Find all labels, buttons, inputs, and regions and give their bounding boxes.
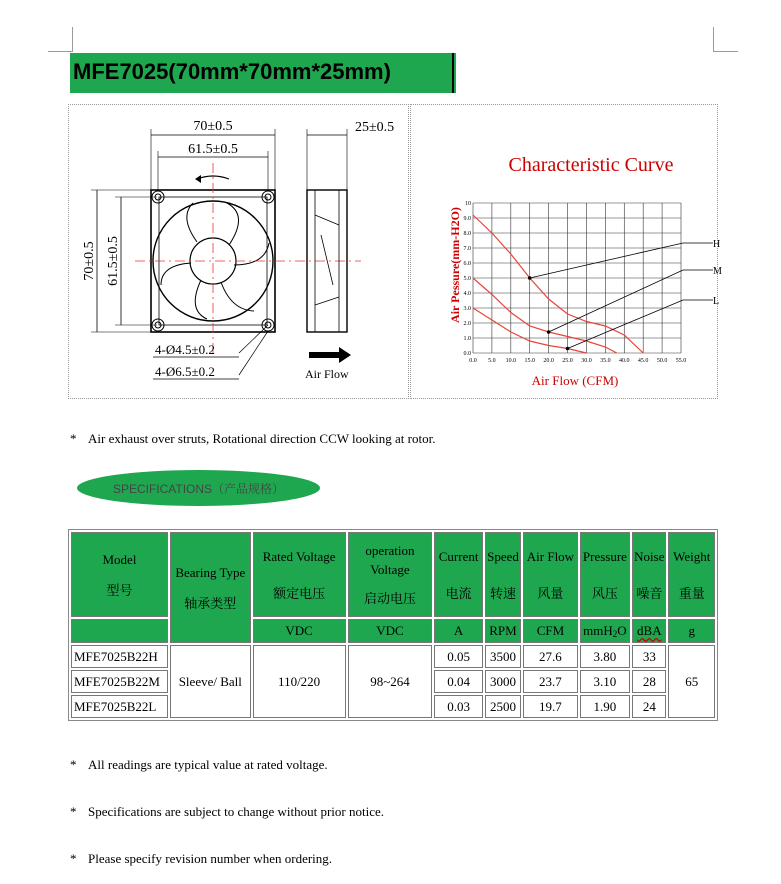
cell-pressure: 1.90 bbox=[580, 695, 630, 718]
unit-current: A bbox=[434, 619, 482, 643]
cell-airflow: 23.7 bbox=[523, 670, 578, 693]
header-speed: Speed 转速 bbox=[485, 532, 521, 617]
note-changes-text: Specifications are subject to change without prior notice. bbox=[88, 804, 385, 819]
cell-current: 0.03 bbox=[434, 695, 482, 718]
y-tick-label: 9.0 bbox=[463, 216, 471, 222]
cell-pressure: 3.10 bbox=[580, 670, 630, 693]
leader-dot bbox=[528, 276, 532, 280]
x-tick-label: 20.0 bbox=[543, 358, 554, 364]
x-tick-label: 55.0 bbox=[675, 358, 687, 364]
header-weight: Weight 重量 bbox=[668, 532, 715, 617]
cell-pressure: 3.80 bbox=[580, 645, 630, 668]
leader-dot bbox=[566, 347, 570, 351]
cell-airflow: 27.6 bbox=[523, 645, 578, 668]
header-rated-voltage: Rated Voltage 额定电压 bbox=[253, 532, 346, 617]
specifications-heading bbox=[77, 470, 320, 506]
y-tick-label: 8.0 bbox=[463, 231, 471, 237]
dim-inner-label: 61.5±0.5 bbox=[188, 142, 238, 157]
chart-curves bbox=[473, 215, 643, 353]
cell-model: MFE7025B22L bbox=[71, 695, 168, 718]
x-tick-label: 45.0 bbox=[637, 358, 649, 364]
dimension-drawing-svg bbox=[69, 105, 408, 398]
page-corner-right bbox=[713, 27, 738, 52]
hole-label-2: 4-Ø6.5±0.2 bbox=[155, 364, 215, 379]
spec-table bbox=[68, 529, 718, 721]
hole-label-1: 4-Ø4.5±0.2 bbox=[155, 342, 215, 357]
y-tick-label: 6.0 bbox=[463, 261, 471, 267]
series-label-h: H bbox=[713, 239, 721, 250]
document-title bbox=[70, 53, 456, 93]
unit-weight: g bbox=[668, 619, 715, 643]
header-noise: Noise 噪音 bbox=[632, 532, 666, 617]
x-tick-label: 40.0 bbox=[619, 358, 630, 364]
chart-xlabel: Air Flow (CFM) bbox=[531, 373, 619, 388]
header-model: Model 型号 bbox=[71, 532, 168, 617]
cell-current: 0.05 bbox=[434, 645, 482, 668]
unit-speed: RPM bbox=[485, 619, 521, 643]
leader-line bbox=[568, 300, 713, 349]
header-operation-voltage: operation Voltage 启动电压 bbox=[348, 532, 433, 617]
y-tick-label: 4.0 bbox=[463, 291, 471, 297]
cell-op: 98~264 bbox=[348, 645, 433, 718]
unit-model-blank bbox=[71, 619, 168, 643]
x-tick-label: 25.0 bbox=[562, 358, 573, 364]
y-tick-label: 0.0 bbox=[463, 351, 471, 357]
text-cursor bbox=[452, 53, 454, 93]
table-row bbox=[71, 645, 715, 668]
cell-weight: 65 bbox=[668, 645, 715, 718]
x-tick-label: 0.0 bbox=[469, 358, 477, 364]
y-tick-label: 2.0 bbox=[463, 321, 471, 327]
cell-speed: 2500 bbox=[485, 695, 521, 718]
unit-op: VDC bbox=[348, 619, 433, 643]
note-revision-text: Please specify revision number when ordering. bbox=[88, 851, 333, 866]
curve-svg bbox=[411, 105, 722, 398]
airflow-label: Air Flow bbox=[305, 367, 349, 381]
bullet-star: * bbox=[70, 851, 77, 866]
x-tick-label: 35.0 bbox=[600, 358, 611, 364]
chart-ylabel: Air Pessure(mm-H2O) bbox=[448, 207, 462, 323]
chart-grid bbox=[473, 203, 681, 353]
note-changes bbox=[70, 804, 384, 820]
note-readings-text: All readings are typical value at rated voltage. bbox=[88, 757, 328, 772]
y-tick-label: 3.0 bbox=[463, 306, 471, 312]
characteristic-curve-chart bbox=[410, 104, 722, 399]
leader-dot bbox=[547, 330, 551, 334]
specifications-label: SPECIFICATIONS（产品规格） bbox=[112, 481, 285, 496]
dim-left-inner-label: 61.5±0.5 bbox=[106, 236, 121, 286]
series-label-l: L bbox=[713, 296, 720, 307]
unit-pressure: mmH2O bbox=[580, 619, 630, 643]
dimension-drawing bbox=[68, 104, 409, 399]
unit-airflow: CFM bbox=[523, 619, 578, 643]
cell-rated: 110/220 bbox=[253, 645, 346, 718]
title-text: MFE7025(70mm*70mm*25mm) bbox=[73, 59, 391, 84]
x-tick-label: 50.0 bbox=[656, 358, 668, 364]
unit-rated: VDC bbox=[253, 619, 346, 643]
cell-model: MFE7025B22M bbox=[71, 670, 168, 693]
series-label-m: M bbox=[713, 266, 722, 277]
airflow-arrow-shaft bbox=[309, 352, 339, 358]
curve-h bbox=[473, 215, 643, 353]
note-revision bbox=[70, 851, 332, 867]
header-bearing: Bearing Type 轴承类型 bbox=[170, 532, 251, 643]
y-tick-label: 5.0 bbox=[463, 276, 471, 282]
chart-ticks bbox=[464, 201, 687, 364]
note-rotation-text: Air exhaust over struts, Rotational direction CCW looking at rotor. bbox=[88, 431, 436, 446]
unit-noise: dBA bbox=[632, 619, 666, 643]
cell-noise: 33 bbox=[632, 645, 666, 668]
chart-title: Characteristic Curve bbox=[508, 154, 674, 176]
note-rotation bbox=[70, 431, 435, 447]
curve-m bbox=[473, 278, 617, 353]
bullet-star: * bbox=[70, 804, 77, 819]
bullet-star: * bbox=[70, 431, 77, 446]
x-tick-label: 10.0 bbox=[505, 358, 517, 364]
cell-bearing: Sleeve/ Ball bbox=[170, 645, 251, 718]
airflow-arrow-head bbox=[339, 347, 351, 363]
cell-noise: 28 bbox=[632, 670, 666, 693]
dim-left-outer-label: 70±0.5 bbox=[82, 241, 97, 281]
y-tick-label: 1.0 bbox=[463, 336, 471, 342]
bullet-star: * bbox=[70, 757, 77, 772]
header-airflow: Air Flow 风量 bbox=[523, 532, 578, 617]
x-tick-label: 15.0 bbox=[524, 358, 535, 364]
x-tick-label: 5.0 bbox=[488, 358, 496, 364]
header-pressure: Pressure 风压 bbox=[580, 532, 630, 617]
dim-depth-label: 25±0.5 bbox=[355, 120, 395, 135]
y-tick-label: 7.0 bbox=[463, 246, 471, 252]
cell-noise: 24 bbox=[632, 695, 666, 718]
cell-model: MFE7025B22H bbox=[71, 645, 168, 668]
cell-speed: 3500 bbox=[485, 645, 521, 668]
page-corner-left bbox=[48, 27, 73, 52]
dim-outer-label: 70±0.5 bbox=[193, 119, 233, 134]
cell-current: 0.04 bbox=[434, 670, 482, 693]
header-current: Current 电流 bbox=[434, 532, 482, 617]
x-tick-label: 30.0 bbox=[581, 358, 592, 364]
cell-speed: 3000 bbox=[485, 670, 521, 693]
cell-airflow: 19.7 bbox=[523, 695, 578, 718]
y-tick-label: 10 bbox=[465, 201, 471, 207]
note-readings bbox=[70, 757, 328, 773]
